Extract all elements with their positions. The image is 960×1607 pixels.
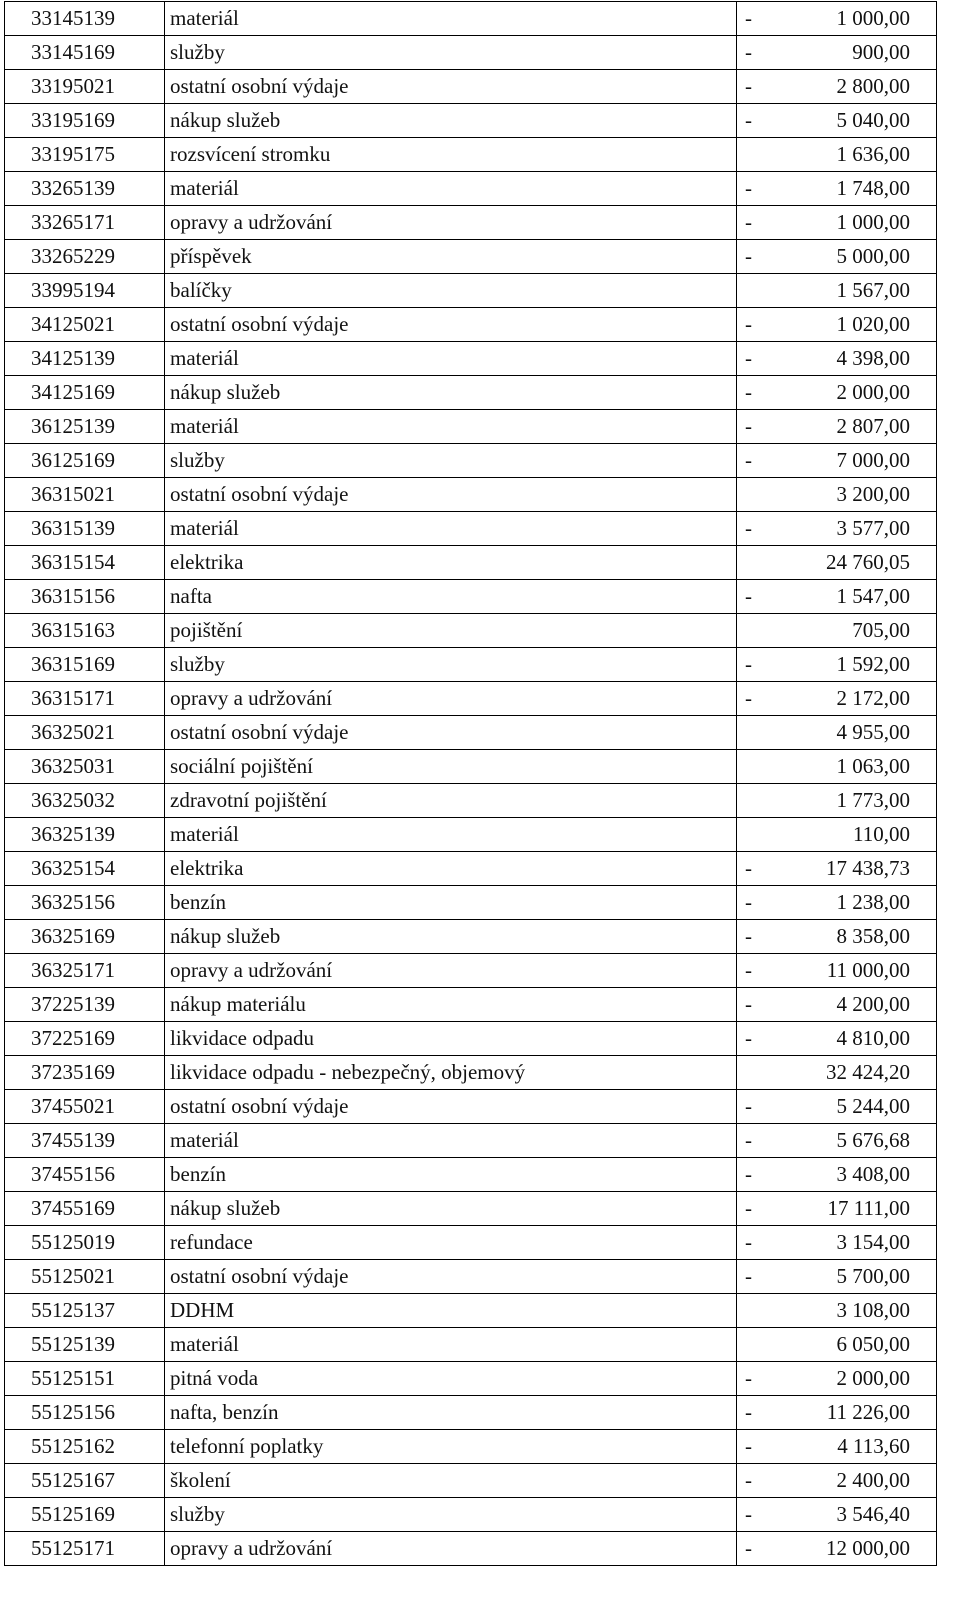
item-description: ostatní osobní výdaje [165, 308, 737, 342]
amount-value: 2 807,00 [836, 414, 910, 438]
table-row [5, 1056, 937, 1090]
amount-cell [737, 308, 937, 342]
table-row [5, 614, 937, 648]
item-description: příspěvek [165, 240, 737, 274]
amount-sign: - [745, 958, 752, 982]
amount-cell [737, 784, 937, 818]
amount-value: 900,00 [852, 40, 910, 64]
account-code: 33145169 [5, 36, 165, 70]
amount-value: 32 424,20 [826, 1060, 910, 1084]
amount-sign: - [745, 210, 752, 234]
amount-value: 1 592,00 [836, 652, 910, 676]
item-description: balíčky [165, 274, 737, 308]
table-row [5, 36, 937, 70]
amount-value: 3 154,00 [836, 1230, 910, 1254]
amount-cell [737, 1090, 937, 1124]
amount-cell [737, 36, 937, 70]
item-description: ostatní osobní výdaje [165, 478, 737, 512]
amount-value: 1 063,00 [836, 754, 910, 778]
account-code: 37455169 [5, 1192, 165, 1226]
account-code: 55125021 [5, 1260, 165, 1294]
account-code: 55125151 [5, 1362, 165, 1396]
table-row [5, 2, 937, 36]
amount-sign: - [745, 244, 752, 268]
amount-value: 4 810,00 [836, 1026, 910, 1050]
amount-value: 4 398,00 [836, 346, 910, 370]
account-code: 36315163 [5, 614, 165, 648]
table-row [5, 1430, 937, 1464]
table-row [5, 1294, 937, 1328]
amount-cell [737, 1022, 937, 1056]
item-description: nafta [165, 580, 737, 614]
amount-cell [737, 954, 937, 988]
item-description: telefonní poplatky [165, 1430, 737, 1464]
table-row [5, 410, 937, 444]
table-row [5, 1260, 937, 1294]
amount-cell [737, 988, 937, 1022]
amount-sign: - [745, 652, 752, 676]
table-row [5, 274, 937, 308]
amount-value: 5 244,00 [836, 1094, 910, 1118]
account-code: 36325171 [5, 954, 165, 988]
item-description: DDHM [165, 1294, 737, 1328]
account-code: 36315139 [5, 512, 165, 546]
item-description: školení [165, 1464, 737, 1498]
amount-cell [737, 1260, 937, 1294]
account-code: 37235169 [5, 1056, 165, 1090]
amount-sign: - [745, 1128, 752, 1152]
item-description: materiál [165, 172, 737, 206]
amount-sign: - [745, 1468, 752, 1492]
account-code: 55125171 [5, 1532, 165, 1566]
account-code: 36325156 [5, 886, 165, 920]
item-description: služby [165, 1498, 737, 1532]
amount-value: 11 226,00 [826, 1400, 910, 1424]
amount-value: 1 773,00 [836, 788, 910, 812]
item-description: elektrika [165, 546, 737, 580]
amount-value: 1 000,00 [836, 6, 910, 30]
table-row [5, 818, 937, 852]
account-code: 36325169 [5, 920, 165, 954]
account-code: 33195169 [5, 104, 165, 138]
item-description: pojištění [165, 614, 737, 648]
item-description: elektrika [165, 852, 737, 886]
amount-cell [737, 818, 937, 852]
amount-value: 3 408,00 [836, 1162, 910, 1186]
amount-value: 3 108,00 [836, 1298, 910, 1322]
table-row [5, 104, 937, 138]
amount-sign: - [745, 856, 752, 880]
amount-sign: - [745, 516, 752, 540]
account-code: 55125019 [5, 1226, 165, 1260]
amount-value: 12 000,00 [826, 1536, 910, 1560]
item-description: materiál [165, 2, 737, 36]
table-row [5, 1498, 937, 1532]
amount-cell [737, 1192, 937, 1226]
amount-cell [737, 1056, 937, 1090]
account-code: 55125137 [5, 1294, 165, 1328]
amount-value: 3 577,00 [836, 516, 910, 540]
item-description: sociální pojištění [165, 750, 737, 784]
amount-sign: - [745, 176, 752, 200]
amount-sign: - [745, 414, 752, 438]
amount-cell [737, 478, 937, 512]
table-row [5, 1464, 937, 1498]
table-row [5, 1226, 937, 1260]
account-code: 36315021 [5, 478, 165, 512]
amount-cell [737, 580, 937, 614]
item-description: benzín [165, 1158, 737, 1192]
amount-value: 5 700,00 [836, 1264, 910, 1288]
amount-value: 1 238,00 [836, 890, 910, 914]
item-description: nafta, benzín [165, 1396, 737, 1430]
amount-value: 17 111,00 [827, 1196, 910, 1220]
item-description: ostatní osobní výdaje [165, 70, 737, 104]
amount-cell [737, 172, 937, 206]
item-description: materiál [165, 1328, 737, 1362]
account-code: 33265229 [5, 240, 165, 274]
item-description: nákup služeb [165, 1192, 737, 1226]
item-description: likvidace odpadu - nebezpečný, objemový [165, 1056, 737, 1090]
table-row [5, 444, 937, 478]
account-code: 36125169 [5, 444, 165, 478]
amount-cell [737, 1464, 937, 1498]
table-row [5, 138, 937, 172]
account-code: 33195021 [5, 70, 165, 104]
amount-cell [737, 716, 937, 750]
account-code: 37455139 [5, 1124, 165, 1158]
amount-cell [737, 444, 937, 478]
amount-cell [737, 1532, 937, 1566]
account-code: 36315169 [5, 648, 165, 682]
account-code: 36315156 [5, 580, 165, 614]
table-row [5, 546, 937, 580]
amount-cell [737, 852, 937, 886]
amount-value: 705,00 [852, 618, 910, 642]
amount-cell [737, 1430, 937, 1464]
amount-sign: - [745, 1536, 752, 1560]
amount-cell [737, 1362, 937, 1396]
table-row [5, 1022, 937, 1056]
table-row [5, 70, 937, 104]
amount-cell [737, 410, 937, 444]
item-description: zdravotní pojištění [165, 784, 737, 818]
amount-value: 2 000,00 [836, 1366, 910, 1390]
amount-cell [737, 920, 937, 954]
amount-value: 2 000,00 [836, 380, 910, 404]
amount-value: 2 172,00 [836, 686, 910, 710]
table-row [5, 1362, 937, 1396]
account-code: 33995194 [5, 274, 165, 308]
table-row [5, 308, 937, 342]
item-description: nákup služeb [165, 376, 737, 410]
budget-table [4, 1, 937, 1566]
amount-sign: - [745, 1502, 752, 1526]
amount-sign: - [745, 1366, 752, 1390]
account-code: 55125139 [5, 1328, 165, 1362]
table-row [5, 342, 937, 376]
item-description: služby [165, 36, 737, 70]
amount-value: 1 020,00 [836, 312, 910, 336]
amount-sign: - [745, 686, 752, 710]
amount-sign: - [745, 890, 752, 914]
amount-cell [737, 648, 937, 682]
amount-sign: - [745, 6, 752, 30]
table-row [5, 478, 937, 512]
table-row [5, 784, 937, 818]
amount-sign: - [745, 448, 752, 472]
account-code: 36315171 [5, 682, 165, 716]
item-description: opravy a udržování [165, 954, 737, 988]
amount-value: 5 676,68 [836, 1128, 910, 1152]
amount-cell [737, 512, 937, 546]
table-row [5, 750, 937, 784]
account-code: 37455021 [5, 1090, 165, 1124]
amount-sign: - [745, 108, 752, 132]
amount-value: 5 000,00 [836, 244, 910, 268]
amount-cell [737, 376, 937, 410]
amount-cell [737, 138, 937, 172]
table-row [5, 920, 937, 954]
amount-value: 6 050,00 [836, 1332, 910, 1356]
item-description: služby [165, 648, 737, 682]
item-description: materiál [165, 342, 737, 376]
account-code: 37225169 [5, 1022, 165, 1056]
amount-value: 8 358,00 [836, 924, 910, 948]
table-row [5, 1396, 937, 1430]
account-code: 34125139 [5, 342, 165, 376]
account-code: 33265139 [5, 172, 165, 206]
item-description: nákup materiálu [165, 988, 737, 1022]
item-description: materiál [165, 818, 737, 852]
amount-value: 3 200,00 [836, 482, 910, 506]
table-row [5, 716, 937, 750]
amount-sign: - [745, 1094, 752, 1118]
account-code: 55125169 [5, 1498, 165, 1532]
amount-value: 1 748,00 [836, 176, 910, 200]
table-row [5, 954, 937, 988]
item-description: opravy a udržování [165, 206, 737, 240]
table-row [5, 580, 937, 614]
amount-cell [737, 1158, 937, 1192]
amount-sign: - [745, 1162, 752, 1186]
amount-cell [737, 70, 937, 104]
amount-cell [737, 1124, 937, 1158]
account-code: 36125139 [5, 410, 165, 444]
amount-sign: - [745, 1400, 752, 1424]
amount-sign: - [745, 312, 752, 336]
account-code: 33195175 [5, 138, 165, 172]
item-description: materiál [165, 512, 737, 546]
table-row [5, 206, 937, 240]
account-code: 36315154 [5, 546, 165, 580]
item-description: likvidace odpadu [165, 1022, 737, 1056]
table-row [5, 1192, 937, 1226]
item-description: opravy a udržování [165, 1532, 737, 1566]
amount-sign: - [745, 924, 752, 948]
account-code: 36325032 [5, 784, 165, 818]
amount-value: 7 000,00 [836, 448, 910, 472]
table-row [5, 1328, 937, 1362]
account-code: 37225139 [5, 988, 165, 1022]
amount-cell [737, 1498, 937, 1532]
table-row [5, 376, 937, 410]
item-description: materiál [165, 1124, 737, 1158]
amount-sign: - [745, 1264, 752, 1288]
amount-value: 2 800,00 [836, 74, 910, 98]
amount-sign: - [745, 1196, 752, 1220]
item-description: služby [165, 444, 737, 478]
account-code: 34125169 [5, 376, 165, 410]
item-description: ostatní osobní výdaje [165, 1090, 737, 1124]
amount-sign: - [745, 380, 752, 404]
amount-value: 24 760,05 [826, 550, 910, 574]
amount-cell [737, 614, 937, 648]
account-code: 36325031 [5, 750, 165, 784]
amount-value: 1 636,00 [836, 142, 910, 166]
account-code: 36325021 [5, 716, 165, 750]
item-description: refundace [165, 1226, 737, 1260]
amount-value: 1 567,00 [836, 278, 910, 302]
item-description: ostatní osobní výdaje [165, 716, 737, 750]
item-description: nákup služeb [165, 920, 737, 954]
amount-cell [737, 682, 937, 716]
table-row [5, 886, 937, 920]
amount-value: 5 040,00 [836, 108, 910, 132]
amount-cell [737, 546, 937, 580]
table-row [5, 512, 937, 546]
table-row [5, 852, 937, 886]
account-code: 55125167 [5, 1464, 165, 1498]
amount-cell [737, 1328, 937, 1362]
account-code: 36325154 [5, 852, 165, 886]
item-description: opravy a udržování [165, 682, 737, 716]
table-row [5, 1158, 937, 1192]
item-description: materiál [165, 410, 737, 444]
amount-value: 110,00 [853, 822, 910, 846]
account-code: 33145139 [5, 2, 165, 36]
table-row [5, 1124, 937, 1158]
amount-cell [737, 274, 937, 308]
amount-value: 4 955,00 [836, 720, 910, 744]
table-row [5, 240, 937, 274]
amount-cell [737, 1226, 937, 1260]
amount-cell [737, 1396, 937, 1430]
amount-sign: - [745, 346, 752, 370]
budget-table-body [5, 2, 937, 1566]
amount-sign: - [745, 584, 752, 608]
amount-cell [737, 2, 937, 36]
item-description: benzín [165, 886, 737, 920]
amount-cell [737, 206, 937, 240]
amount-cell [737, 750, 937, 784]
table-row [5, 682, 937, 716]
account-code: 37455156 [5, 1158, 165, 1192]
table-row [5, 1090, 937, 1124]
table-row [5, 648, 937, 682]
table-row [5, 172, 937, 206]
amount-value: 4 113,60 [837, 1434, 910, 1458]
amount-cell [737, 104, 937, 138]
amount-value: 3 546,40 [836, 1502, 910, 1526]
amount-value: 1 000,00 [836, 210, 910, 234]
amount-cell [737, 240, 937, 274]
table-row [5, 988, 937, 1022]
item-description: pitná voda [165, 1362, 737, 1396]
amount-sign: - [745, 40, 752, 64]
amount-sign: - [745, 1026, 752, 1050]
amount-cell [737, 1294, 937, 1328]
account-code: 55125162 [5, 1430, 165, 1464]
amount-value: 11 000,00 [826, 958, 910, 982]
amount-sign: - [745, 1230, 752, 1254]
amount-sign: - [745, 1434, 752, 1458]
amount-value: 17 438,73 [826, 856, 910, 880]
table-row [5, 1532, 937, 1566]
amount-value: 2 400,00 [836, 1468, 910, 1492]
item-description: nákup služeb [165, 104, 737, 138]
account-code: 36325139 [5, 818, 165, 852]
amount-sign: - [745, 74, 752, 98]
account-code: 34125021 [5, 308, 165, 342]
amount-cell [737, 886, 937, 920]
amount-value: 1 547,00 [836, 584, 910, 608]
amount-cell [737, 342, 937, 376]
amount-sign: - [745, 992, 752, 1016]
amount-value: 4 200,00 [836, 992, 910, 1016]
item-description: rozsvícení stromku [165, 138, 737, 172]
account-code: 55125156 [5, 1396, 165, 1430]
account-code: 33265171 [5, 206, 165, 240]
item-description: ostatní osobní výdaje [165, 1260, 737, 1294]
